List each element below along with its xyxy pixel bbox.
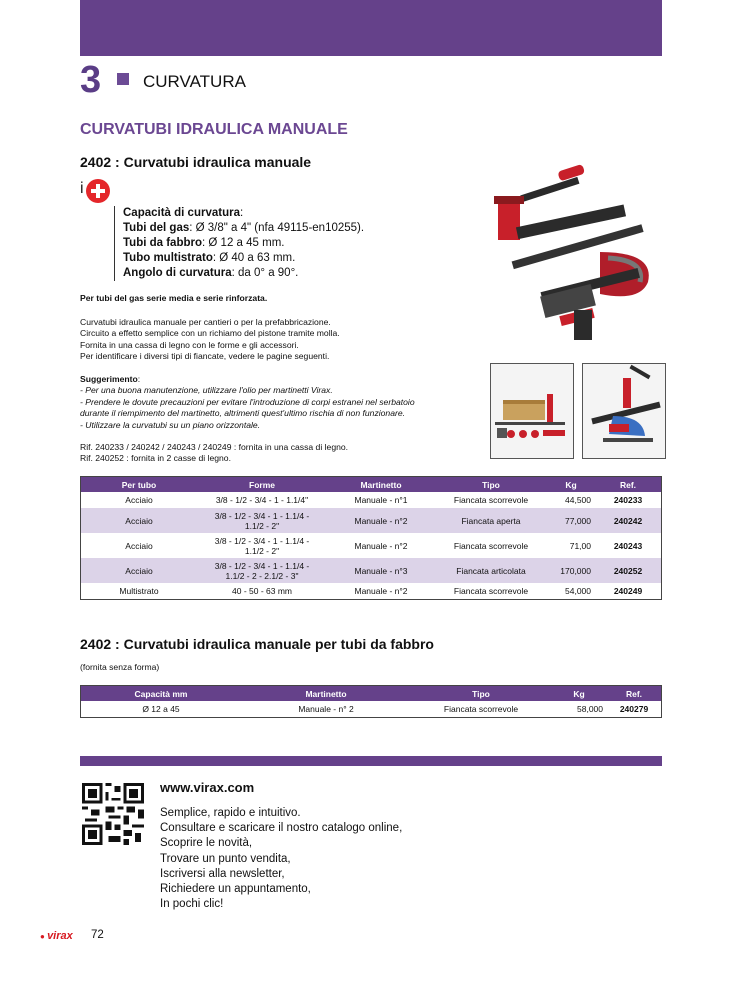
cell-martinetto: Manuale - n°1 [354,495,408,505]
description-line: Fornita in una cassa di legno con le forme e gli accessori. [80,339,299,350]
cell-forme: 3/8 - 1/2 - 3/4 - 1 - 1.1/4" [215,495,309,505]
description-line: Circuito a effetto semplice con un richiamo del pistone tramite molla. [80,328,340,339]
col-header: Kg [547,477,595,493]
col-header: Martinetto [327,477,435,493]
cell-martinetto: Manuale - n°2 [327,508,435,533]
suggestion-line: - Per una buona manutenzione, utilizzare l'olio per martinetti Virax. [80,385,333,396]
cell-tubo: Acciaio [125,495,153,505]
col-header: Capacità mm [81,686,242,702]
table-row [81,492,662,508]
page-number: 72 [91,929,104,941]
qr-code-icon[interactable] [82,783,144,845]
table-row [81,701,662,717]
table-row [81,558,662,583]
cell-tubo: Acciaio [81,558,198,583]
cell-ref: 240243 [613,540,643,551]
description-line: Per identificare i diversi tipi di fiancate, vedere le pagine seguenti. [80,351,330,362]
section-title: CURVATUBI IDRAULICA MANUALE [80,121,348,138]
col-header: Ref. [607,686,662,702]
capacity-line: Tubi da fabbro: Ø 12 a 45 mm. [123,237,285,249]
capacity-line: Tubo multistrato: Ø 40 a 63 mm. [123,252,296,264]
col-header: Tipo [435,477,547,493]
cell-tubo: Acciaio [81,508,198,533]
virax-logo: ● virax [40,930,73,942]
bottom-banner [80,756,662,766]
models-table [80,476,662,600]
fabbro-table [80,685,662,718]
cell-ref: 240242 [595,508,662,533]
product-title: 2402 : Curvatubi idraulica manuale [80,154,312,170]
cell-tubo: Multistrato [119,585,159,596]
footer-line: Scoprire le novità, [160,837,253,850]
cell-kg: 170,000 [547,558,595,583]
cell-martinetto: Manuale - n°2 [354,540,408,551]
footer-line: In pochi clic! [160,898,224,911]
cell-ref: 240252 [595,558,662,583]
pipe-bender-photo [480,162,660,352]
col-header: Martinetto [241,686,411,702]
cell-kg: 71,00 [569,540,591,551]
cell-tipo: Fiancata scorrevole [453,540,529,551]
swiss-cross-icon [86,179,110,203]
col-header: Per tubo [81,477,198,493]
chapter-square-icon [117,73,129,85]
cell-kg: 58,000 [577,703,603,714]
table-row [81,533,662,558]
cell-forme: 3/8 - 1/2 - 3/4 - 1 - 1.1/4 - 1.1/2 - 2" [197,508,327,533]
ref-line: Rif. 240233 / 240242 / 240243 / 240249 : fornita in una cassa di legno. [80,442,349,452]
description-lead: Per tubi del gas serie media e serie rinforzata. [80,293,268,303]
cell-kg: 44,500 [565,495,591,505]
cell-tipo: Fiancata articolata [435,558,547,583]
cell-tipo: Fiancata scorrevole [453,585,529,596]
cell-tipo: Fiancata scorrevole [453,495,529,505]
cell-tubo: Acciaio [125,540,153,551]
product2-title: 2402 : Curvatubi idraulica manuale per tubi da fabbro [80,636,434,652]
suggestion-block [80,374,415,431]
chapter-number: 3 [80,59,102,101]
footer-line: Richiedere un appuntamento, [160,883,311,896]
table-row [81,508,662,533]
suggestion-line: - Prendere le dovute precauzioni per evitare l'introduzione di corpi estranei nel serbatoio [80,396,415,407]
cell-martinetto: Manuale - n°2 [354,585,408,596]
top-banner [80,0,662,56]
footer-line: Semplice, rapido e intuitivo. [160,807,301,819]
cell-martinetto: Manuale - n° 2 [298,703,354,714]
wooden-case-photo [490,363,574,459]
capacity-block [114,206,364,281]
bender-in-use-photo [582,363,666,459]
product2-note: (fornita senza forma) [80,662,160,672]
description-block [80,317,340,363]
cell-forme: 3/8 - 1/2 - 3/4 - 1 - 1.1/4 - 1.1/2 - 2 - 2.1/2 - 3" [197,558,327,583]
cell-kg: 54,000 [565,585,591,596]
capacity-line: Angolo di curvatura: da 0° a 90°. [123,267,299,279]
description-line: Curvatubi idraulica manuale per cantieri o per la prefabbricazione. [80,317,331,327]
suggestion-line: - Utilizzare la curvatubi su un piano orizzontale. [80,419,261,430]
cell-forme: 40 - 50 - 63 mm [232,585,292,596]
suggestion-title: Suggerimento: [80,374,141,384]
table-row [81,583,662,599]
col-header: Forme [197,477,327,493]
cell-martinetto: Manuale - n°3 [327,558,435,583]
cell-kg: 77,000 [547,508,595,533]
ref-line: Rif. 240252 : fornita in 2 casse di legno. [80,453,231,464]
footer-line: Trovare un punto vendita, [160,852,291,865]
footer-line: Iscriversi alla newsletter, [160,867,285,880]
col-header: Kg [551,686,607,702]
cell-ref: 240233 [613,495,643,505]
col-header: Ref. [595,477,662,493]
refs-block [80,442,348,465]
cell-tipo: Fiancata scorrevole [443,703,519,714]
info-mark: i [80,180,84,197]
website-link[interactable]: www.virax.com [160,780,255,795]
cell-forme: 3/8 - 1/2 - 3/4 - 1 - 1.1/4 - 1.1/2 - 2" [214,535,310,556]
footer-text [160,806,402,912]
chapter-title: CURVATURA [143,72,246,91]
capacity-line: Capacità di curvatura: [123,207,244,219]
cell-tipo: Fiancata aperta [435,508,547,533]
footer-line: Consultare e scaricare il nostro catalogo online, [160,822,403,835]
col-header: Tipo [411,686,551,702]
capacity-line: Tubi del gas: Ø 3/8" a 4" (nfa 49115-en10255). [123,222,365,234]
suggestion-line: durante il riempimento del martinetto, altrimenti quest'ultimo rischia di non funzionare. [80,408,406,419]
cell-capacita: Ø 12 a 45 [142,703,180,714]
cell-ref: 240249 [613,585,643,596]
cell-ref: 240279 [619,703,649,714]
